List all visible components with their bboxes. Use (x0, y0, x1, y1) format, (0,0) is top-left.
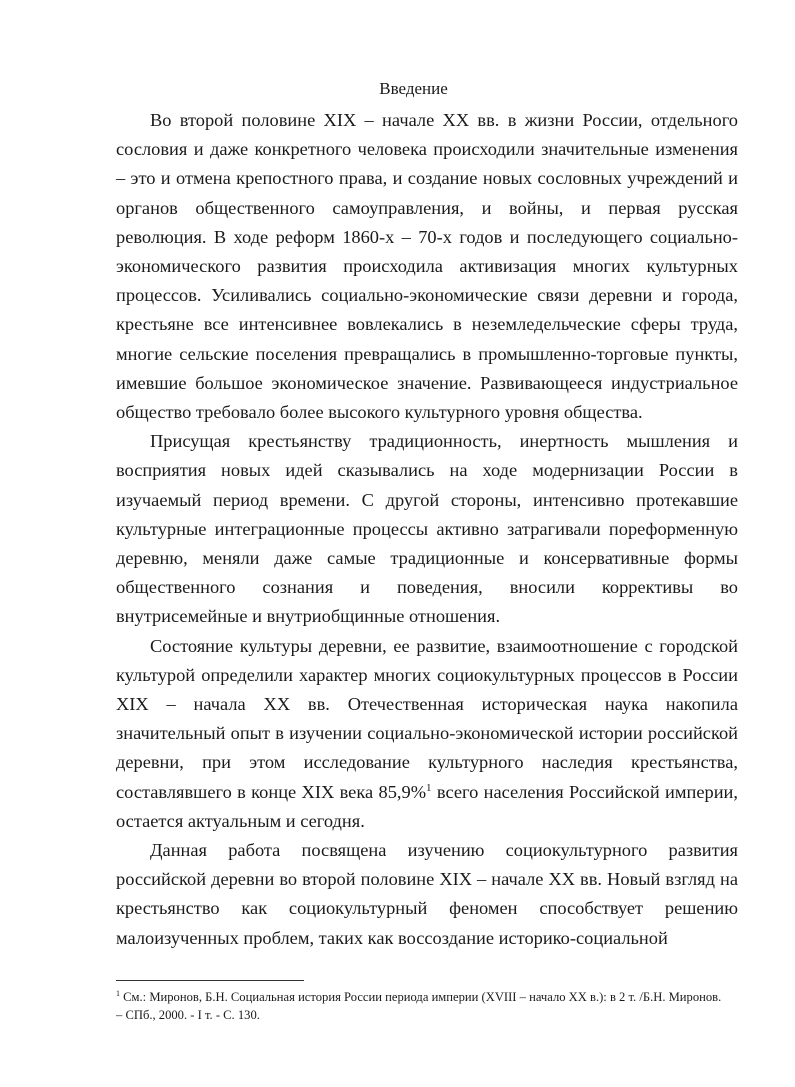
footnote-marker: 1 (116, 988, 120, 998)
paragraph-3-text-after: всего населения Российской империи, остается актуальным и сегодня. (116, 781, 738, 831)
page-title: Введение (379, 79, 448, 98)
footnote-text: См.: Миронов, Б.Н. Социальная история России периода империи (XVIII – начало XX в.): в 2 т. /Б.Н. Миронов. – СПб., 2000. - I т. - С. 130. (116, 990, 722, 1022)
paragraph-1: Во второй половине XIX – начале XX вв. в жизни России, отдельного сословия и даже конкретного человека происходили значительные изменения – это и отмена крепостного права, и создание новых сословных учреждений и органов общественного самоуправления, и войны, и первая русская революция. В ходе реформ 1860-х – 70-х годов и последующего социально-экономического развития происходила активизация многих культурных процессов. Усиливались социально-экономические связи деревни и города, крестьяне все интенсивнее вовлекались в неземледельческие сферы труда, многие сельские поселения превращались в промышленно-торговые пункты, имевшие большое экономическое значение. Развивающееся индустриальное общество требовало более высокого культурного уровня общества. (116, 110, 738, 423)
paragraph-4: Данная работа посвящена изучению социокультурного развития российской деревни во второй половине XIX – начале XX вв. Новый взгляд на крестьянство как социокультурный феномен способствует решению малоизученных проблем, таких как воссоздание историко-социальной (116, 840, 738, 948)
paragraph-3 (116, 632, 738, 836)
footnote-reference: 1 (426, 781, 432, 794)
paragraph-2: Присущая крестьянству традиционность, инертность мышления и восприятия новых идей сказывались на ходе модернизации России в изучаемый период времени. С другой стороны, интенсивно протекавшие культурные интеграционные процессы активно затрагивали пореформенную деревню, меняли даже самые традиционные и консервативные формы общественного сознания и поведения, вносили коррективы во внутрисемейные и внутриобщинные отношения. (116, 431, 738, 627)
footnote-separator (116, 980, 304, 981)
footnote (116, 988, 726, 1024)
paragraph-3-text-before: Состояние культуры деревни, ее развитие, взаимоотношение с городской культурой определили характер многих социокультурных процессов в России XIX – начала XX вв. Отечественная историческая наука накопила значительный опыт в изучении социально-экономической истории российской деревни, при этом исследование культурного наследия крестьянства, составлявшего в конце XIX века 85,9% (116, 635, 738, 802)
body-text (116, 106, 738, 953)
